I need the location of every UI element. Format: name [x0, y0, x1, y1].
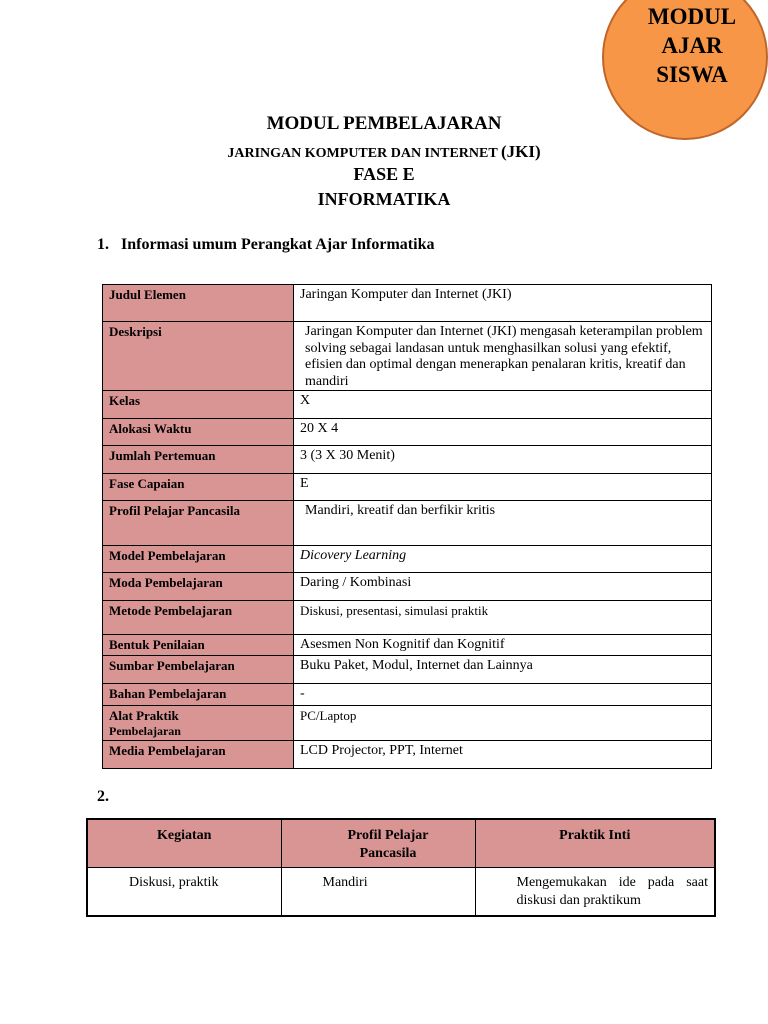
- table-header-row: [87, 819, 715, 867]
- fase-heading: FASE E: [353, 164, 415, 184]
- subject-heading: INFORMATIKA: [317, 189, 451, 209]
- row-label: Judul Elemen: [103, 285, 294, 322]
- row-value: X: [294, 391, 712, 419]
- row-label: Sumbar Pembelajaran: [103, 656, 294, 684]
- row-label: Metode Pembelajaran: [103, 601, 294, 635]
- row-label: Model Pembelajaran: [103, 546, 294, 573]
- table-row: [103, 635, 712, 656]
- badge-line-3: SISWA: [656, 62, 728, 87]
- header-kegiatan: Kegiatan: [87, 819, 281, 867]
- row-label: Jumlah Pertemuan: [103, 446, 294, 474]
- row-value: Daring / Kombinasi: [294, 573, 712, 601]
- row-value: LCD Projector, PPT, Internet: [294, 741, 712, 769]
- row-label: Moda Pembelajaran: [103, 573, 294, 601]
- table-row: [103, 706, 712, 741]
- table-row: [103, 741, 712, 769]
- subtitle-abbr: (JKI): [500, 142, 541, 161]
- row-value: Jaringan Komputer dan Internet (JKI) mengasah keterampilan problem solving sebagai landasan untuk menghasilkan solusi yang efektif, efisien dan optimal dengan menerapkan penalaran kritis, kreatif dan mandiri: [294, 322, 712, 391]
- table-row: [103, 684, 712, 706]
- row-label: Deskripsi: [103, 322, 294, 391]
- section-2-heading: [97, 788, 121, 806]
- row-label: Media Pembelajaran: [103, 741, 294, 769]
- row-label: Bentuk Penilaian: [103, 635, 294, 656]
- cell-kegiatan: Diskusi, praktik: [87, 867, 281, 916]
- table-row: [103, 546, 712, 573]
- table-row: [103, 474, 712, 501]
- row-value: Dicovery Learning: [294, 546, 712, 573]
- cell-profil: Mandiri: [281, 867, 475, 916]
- row-label: [103, 706, 294, 741]
- subtitle-main: JARINGAN KOMPUTER DAN INTERNET: [227, 146, 498, 161]
- row-label-sub: Pembelajaran: [109, 724, 181, 738]
- section-1-heading: [97, 236, 434, 254]
- row-label: Fase Capaian: [103, 474, 294, 501]
- table-row: [103, 285, 712, 322]
- table-row: [103, 601, 712, 635]
- row-value: 20 X 4: [294, 419, 712, 446]
- row-label: Kelas: [103, 391, 294, 419]
- table-row: [103, 446, 712, 474]
- badge-text: [604, 2, 768, 89]
- table-row: [103, 419, 712, 446]
- table-row: [103, 391, 712, 419]
- row-value: Asesmen Non Kognitif dan Kognitif: [294, 635, 712, 656]
- section-1-title: Informasi umum Perangkat Ajar Informatika: [121, 236, 435, 253]
- row-value: Mandiri, kreatif dan berfikir kritis: [294, 501, 712, 546]
- row-value: E: [294, 474, 712, 501]
- header-praktik-inti: Praktik Inti: [475, 819, 715, 867]
- row-label: Alokasi Waktu: [103, 419, 294, 446]
- table-row: [103, 322, 712, 391]
- row-value: Buku Paket, Modul, Internet dan Lainnya: [294, 656, 712, 684]
- document-subtitle: [0, 142, 768, 162]
- badge-line-1: MODUL: [647, 4, 737, 29]
- table-row: [103, 573, 712, 601]
- cell-praktik-inti: Mengemukakan ide pada saat diskusi dan praktikum: [475, 867, 715, 916]
- row-value: Jaringan Komputer dan Internet (JKI): [294, 285, 712, 322]
- row-value: Diskusi, presentasi, simulasi praktik: [294, 601, 712, 635]
- row-label-main: Alat Praktik: [109, 708, 179, 723]
- badge-line-2: AJAR: [661, 33, 723, 58]
- kegiatan-table: [86, 818, 716, 917]
- row-value: -: [294, 684, 712, 706]
- header-profil: Profil Pelajar Pancasila: [281, 819, 475, 867]
- document-title: MODUL PEMBELAJARAN: [266, 113, 502, 134]
- row-label: Bahan Pembelajaran: [103, 684, 294, 706]
- row-value: 3 (3 X 30 Menit): [294, 446, 712, 474]
- section-1-number: 1.: [97, 236, 109, 253]
- table-row: [103, 656, 712, 684]
- general-info-table: [102, 284, 712, 769]
- table-row: [87, 867, 715, 916]
- row-label: Profil Pelajar Pancasila: [103, 501, 294, 546]
- section-2-number: 2.: [97, 788, 109, 805]
- table-row: [103, 501, 712, 546]
- row-value: PC/Laptop: [294, 706, 712, 741]
